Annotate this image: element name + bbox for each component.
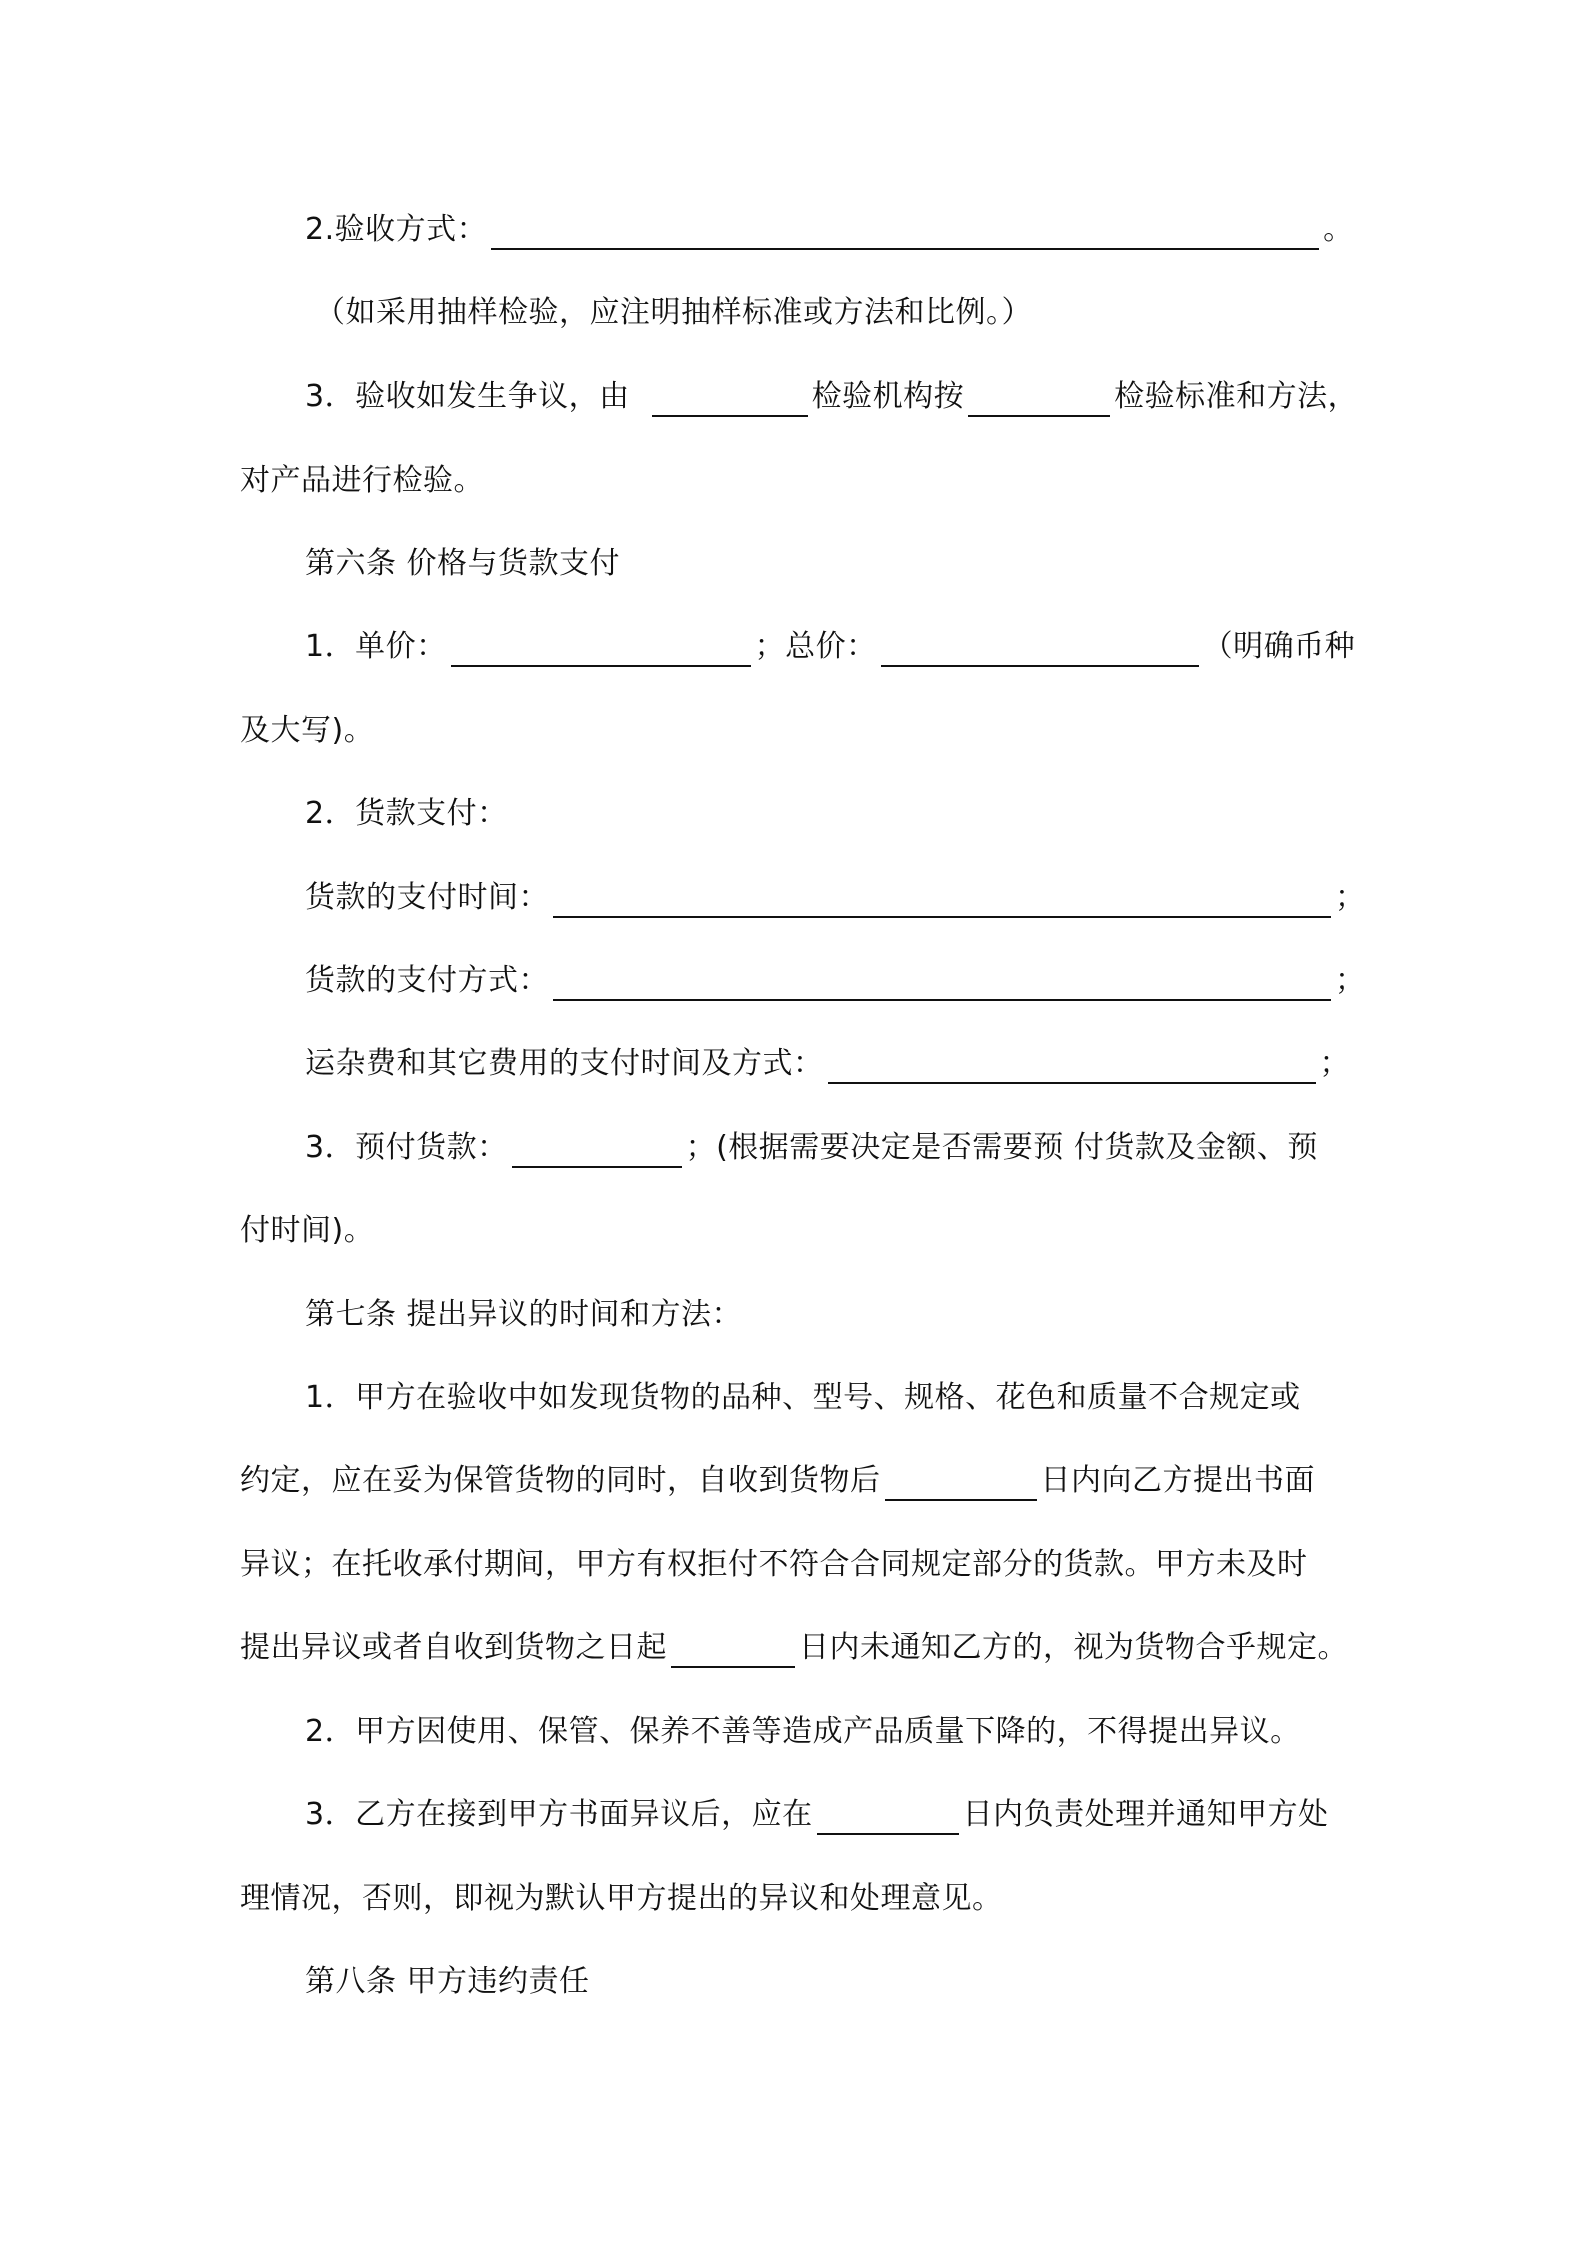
prepayment-field[interactable]	[512, 1136, 682, 1168]
objection-clause-2: 2．甲方因使用、保管、保养不善等造成产品质量下降的，不得提出异议。	[305, 1714, 1301, 1749]
objection-clause-3-cont: 理情况，否则，即视为默认甲方提出的异议和处理意见。	[240, 1881, 1003, 1916]
article-6-heading: 第六条 价格与货款支付	[305, 546, 621, 581]
inspection-agency-field[interactable]	[652, 385, 808, 417]
article-8-heading: 第八条 甲方违约责任	[305, 1964, 590, 1999]
objection-clause-1: 1．甲方在验收中如发现货物的品种、型号、规格、花色和质量不合规定或	[305, 1380, 1301, 1415]
unit-price-label: 1．单价：	[305, 629, 447, 664]
total-price-field[interactable]	[881, 635, 1199, 667]
semicolon: ；	[1335, 963, 1366, 998]
objection-text-3: 提出异议或者自收到货物之日起	[240, 1630, 667, 1665]
payment-method-line	[305, 961, 1366, 1001]
objection-clause-3	[305, 1795, 1329, 1835]
prepayment-label: 3．预付货款：	[305, 1130, 508, 1165]
notice-days-field[interactable]	[671, 1636, 795, 1668]
sampling-note: （如采用抽样检验，应注明抽样标准或方法和比例。）	[315, 295, 1032, 330]
dispute-text-1: 3．验收如发生争议，由	[305, 379, 630, 414]
inspection-method-field[interactable]	[491, 218, 1319, 250]
objection-days-field[interactable]	[885, 1469, 1037, 1501]
dispute-line-cont: 对产品进行检验。	[240, 463, 484, 498]
dispute-line	[305, 377, 1358, 417]
objection-clause-1-cont3	[240, 1628, 1348, 1668]
objection-clause-1-cont2: 异议；在托收承付期间，甲方有权拒付不符合合同规定部分的货款。甲方未及时	[240, 1547, 1308, 1582]
payment-time-label: 货款的支付时间：	[305, 880, 549, 915]
inspection-method-label: 2.验收方式：	[305, 212, 488, 247]
freight-line	[305, 1044, 1350, 1084]
objection-clause-1-cont	[240, 1461, 1315, 1501]
price-line	[305, 627, 1355, 667]
freight-field[interactable]	[828, 1052, 1316, 1084]
objection-text-2: 日内向乙方提出书面	[1040, 1463, 1315, 1498]
payment-heading: 2．货款支付：	[305, 796, 508, 831]
payment-time-field[interactable]	[553, 886, 1331, 918]
objection-text-1: 约定，应在妥为保管货物的同时，自收到货物后	[240, 1463, 881, 1498]
prepayment-line	[305, 1128, 1318, 1168]
payment-time-line	[305, 878, 1366, 918]
dispute-text-2: 检验机构按	[811, 379, 965, 414]
prepayment-note: ；(根据需要决定是否需要预 付货款及金额、预	[685, 1130, 1318, 1165]
semicolon: ；	[1319, 1046, 1350, 1081]
objection-text-6: 日内负责处理并通知甲方处	[962, 1797, 1329, 1832]
payment-method-field[interactable]	[553, 969, 1331, 1001]
inspection-method-line	[305, 210, 1354, 250]
inspection-standard-field[interactable]	[968, 385, 1110, 417]
handling-days-field[interactable]	[817, 1803, 959, 1835]
unit-price-field[interactable]	[451, 635, 751, 667]
dispute-text-3: 检验标准和方法，	[1114, 379, 1359, 414]
period: 。	[1323, 212, 1354, 247]
objection-text-5: 3．乙方在接到甲方书面异议后，应在	[305, 1797, 813, 1832]
currency-note: （明确币种	[1202, 629, 1356, 664]
payment-method-label: 货款的支付方式：	[305, 963, 549, 998]
total-price-label: ；总价：	[754, 629, 877, 664]
semicolon: ；	[1335, 880, 1366, 915]
price-line-cont: 及大写)。	[240, 713, 375, 748]
prepayment-line-cont: 付时间)。	[240, 1213, 375, 1248]
article-7-heading: 第七条 提出异议的时间和方法：	[305, 1297, 743, 1332]
objection-text-4: 日内未通知乙方的，视为货物合乎规定。	[799, 1630, 1348, 1665]
freight-label: 运杂费和其它费用的支付时间及方式：	[305, 1046, 824, 1081]
